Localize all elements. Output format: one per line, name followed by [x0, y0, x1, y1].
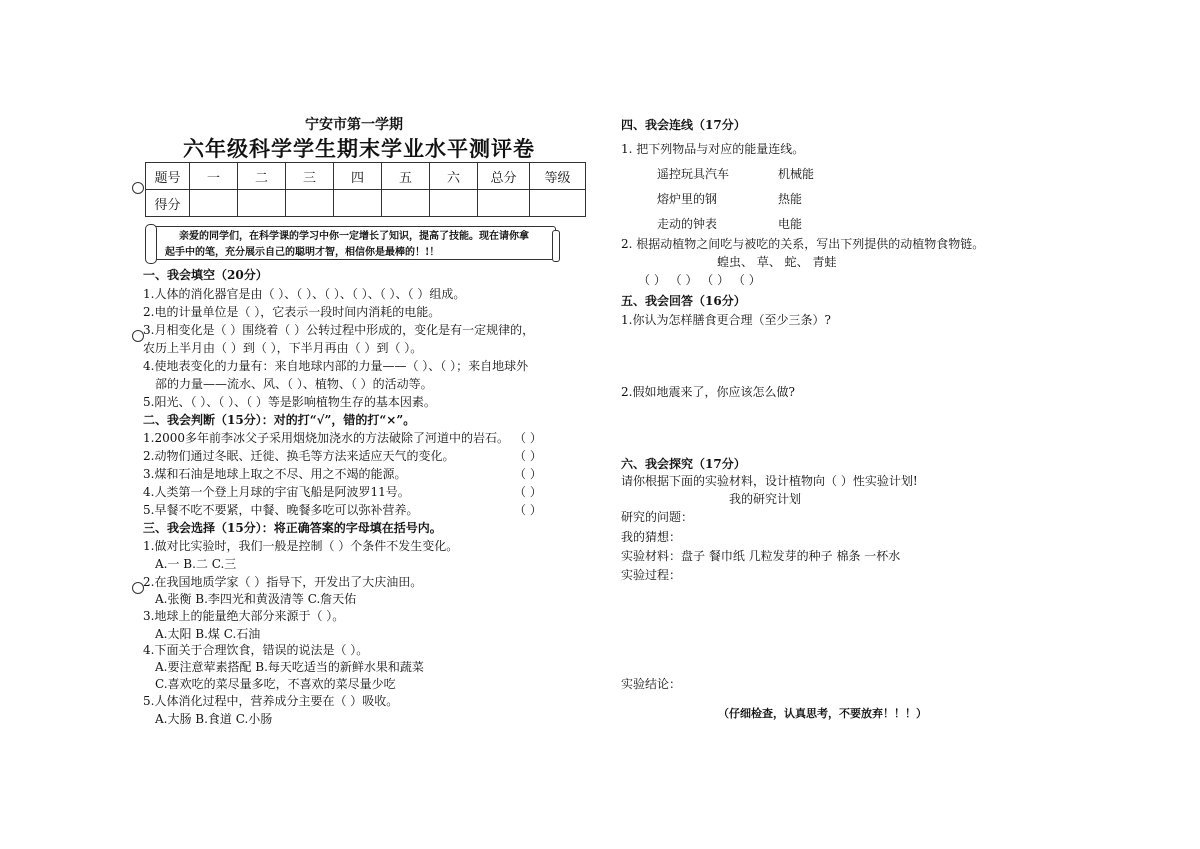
- answer-blank[interactable]: （ ）: [514, 431, 542, 445]
- question-options: A.大肠 B.食道 C.小肠: [155, 712, 273, 726]
- answer-blank[interactable]: （ ）: [514, 449, 542, 463]
- question-options: A.太阳 B.煤 C.石油: [155, 627, 261, 641]
- question-text: 2.假如地震来了，你应该怎么做?: [621, 385, 795, 399]
- score-input-cell[interactable]: [478, 190, 530, 217]
- score-cell: 六: [430, 163, 478, 190]
- question-text: 2.动物们通过冬眠、迁徙、换毛等方法来适应天气的变化。: [143, 449, 455, 463]
- binding-hole: [132, 182, 144, 194]
- score-input-cell[interactable]: [334, 190, 382, 217]
- score-cell: 得分: [146, 190, 190, 217]
- question-text: 4.下面关于合理饮食，错误的说法是（ ）。: [143, 643, 369, 657]
- question-text: 1.做对比实验时，我们一般是控制（ ）个条件不发生变化。: [143, 539, 459, 553]
- plan-field-label: 实验材料：盘子 餐巾纸 几粒发芽的种子 棉条 一杯水: [621, 549, 901, 563]
- question-text: 请你根据下面的实验材料，设计植物向（ ）性实验计划!: [621, 474, 918, 488]
- score-table-score-row: [146, 190, 586, 217]
- school-term: 宁安市第一学期: [305, 117, 403, 133]
- section-2-title: 二、我会判断（15分）：对的打“√”，错的打“×”。: [143, 413, 416, 427]
- section-5-title: 五、我会回答（16分）: [621, 294, 746, 308]
- question-text: 1.2000多年前李冰父子采用烟烧加浇水的方法破除了河道中的岩石。: [143, 431, 509, 445]
- question-text: 部的力量——流水、风、（ ）、植物、（ ）的活动等。: [155, 377, 433, 391]
- question-text: 2. 根据动植物之间吃与被吃的关系，写出下列提供的动植物食物链。: [621, 237, 985, 251]
- question-options: A.要注意荤素搭配 B.每天吃适当的新鲜水果和蔬菜: [155, 660, 424, 674]
- exam-title: 六年级科学学生期末学业水平测评卷: [183, 136, 535, 161]
- question-text: 1.你认为怎样膳食更合理（至少三条）?: [621, 313, 831, 327]
- score-table-header-row: [146, 163, 586, 190]
- question-text: 2.电的计量单位是（ ），它表示一段时间内消耗的电能。: [143, 305, 441, 319]
- match-left-item: 遥控玩具汽车: [657, 167, 730, 181]
- question-text: 1. 把下列物品与对应的能量连线。: [621, 142, 805, 156]
- score-input-cell[interactable]: [382, 190, 430, 217]
- score-table: [145, 162, 586, 217]
- plan-field-label: 我的猜想：: [621, 530, 682, 544]
- score-cell: 总分: [478, 163, 530, 190]
- score-input-cell[interactable]: [530, 190, 586, 217]
- score-cell: 一: [190, 163, 238, 190]
- score-cell: 四: [334, 163, 382, 190]
- question-text: 5.人体消化过程中，营养成分主要在（ ）吸收。: [143, 694, 399, 708]
- section-3-title: 三、我会选择（15分）：将正确答案的字母填在括号内。: [143, 521, 442, 535]
- score-input-cell[interactable]: [238, 190, 286, 217]
- question-text: 2.在我国地质学家（ ）指导下，开发出了大庆油田。: [143, 575, 423, 589]
- question-text: 3.地球上的能量绝大部分来源于（ ）。: [143, 609, 345, 623]
- match-right-item: 机械能: [778, 167, 815, 181]
- question-text: 4.使地表变化的力量有：来自地球内部的力量——（ ）、（ ）；来自地球外: [143, 359, 529, 373]
- question-options: A.一 B.二 C.三: [155, 557, 237, 571]
- score-input-cell[interactable]: [190, 190, 238, 217]
- score-cell: 五: [382, 163, 430, 190]
- notice-text: [165, 229, 555, 261]
- food-chain-items: 蝗虫、 草、 蛇、 青蛙: [717, 255, 837, 269]
- answer-blank[interactable]: （ ）: [514, 485, 542, 499]
- score-cell: 题号: [146, 163, 190, 190]
- section-4-title: 四、我会连线（17分）: [621, 118, 746, 132]
- food-chain-blanks[interactable]: （ ） （ ） （ ） （ ）: [638, 273, 761, 287]
- question-text: 4.人类第一个登上月球的宇宙飞船是阿波罗11号。: [143, 485, 410, 499]
- question-text: 3.月相变化是（ ）围绕着（ ）公转过程中形成的，变化是有一定规律的，: [143, 323, 535, 337]
- answer-blank[interactable]: （ ）: [514, 503, 542, 517]
- score-cell: 二: [238, 163, 286, 190]
- plan-field-label: 研究的问题：: [621, 510, 694, 524]
- answer-blank[interactable]: （ ）: [514, 467, 542, 481]
- section-6-title: 六、我会探究（17分）: [621, 457, 746, 471]
- question-options: A.张衡 B.李四光和黄汲清等 C.詹天佑: [155, 592, 357, 606]
- score-cell: 等级: [530, 163, 586, 190]
- question-text: 1.人体的消化器官是由（ ）、（ ）、（ ）、（ ）、（ ）、（ ）组成。: [143, 287, 466, 301]
- closing-note: （仔细检查，认真思考，不要放弃！！！）: [718, 707, 927, 720]
- notice-line: 亲爱的同学们，在科学课的学习中你一定增长了知识，提高了技能。现在请你拿: [179, 231, 529, 242]
- question-text: 农历上半月由（ ）到（ ），下半月再由（ ）到（ ）。: [143, 341, 423, 355]
- match-left-item: 熔炉里的钢: [657, 192, 718, 206]
- match-left-item: 走动的钟表: [657, 217, 718, 231]
- match-right-item: 电能: [778, 217, 803, 231]
- match-right-item: 热能: [778, 192, 803, 206]
- section-1-title: 一、我会填空（20分）: [143, 268, 268, 282]
- score-input-cell[interactable]: [430, 190, 478, 217]
- notice-line: 起手中的笔，充分展示自己的聪明才智，相信你是最棒的！!！: [165, 247, 440, 258]
- plan-field-label: 实验过程：: [621, 568, 682, 582]
- score-cell: 三: [286, 163, 334, 190]
- score-input-cell[interactable]: [286, 190, 334, 217]
- question-text: 5.早餐不吃不要紧，中餐、晚餐多吃可以弥补营养。: [143, 503, 419, 517]
- question-text: 5.阳光、（ ）、（ ）、（ ）等是影响植物生存的基本因素。: [143, 395, 436, 409]
- notice-scroll: [145, 224, 560, 262]
- plan-heading: 我的研究计划: [729, 492, 802, 506]
- question-text: 3.煤和石油是地球上取之不尽、用之不竭的能源。: [143, 467, 407, 481]
- question-options: C.喜欢吃的菜尽量多吃，不喜欢的菜尽量少吃: [155, 677, 396, 691]
- plan-field-label: 实验结论：: [621, 677, 682, 691]
- scroll-roll-left: [145, 224, 157, 264]
